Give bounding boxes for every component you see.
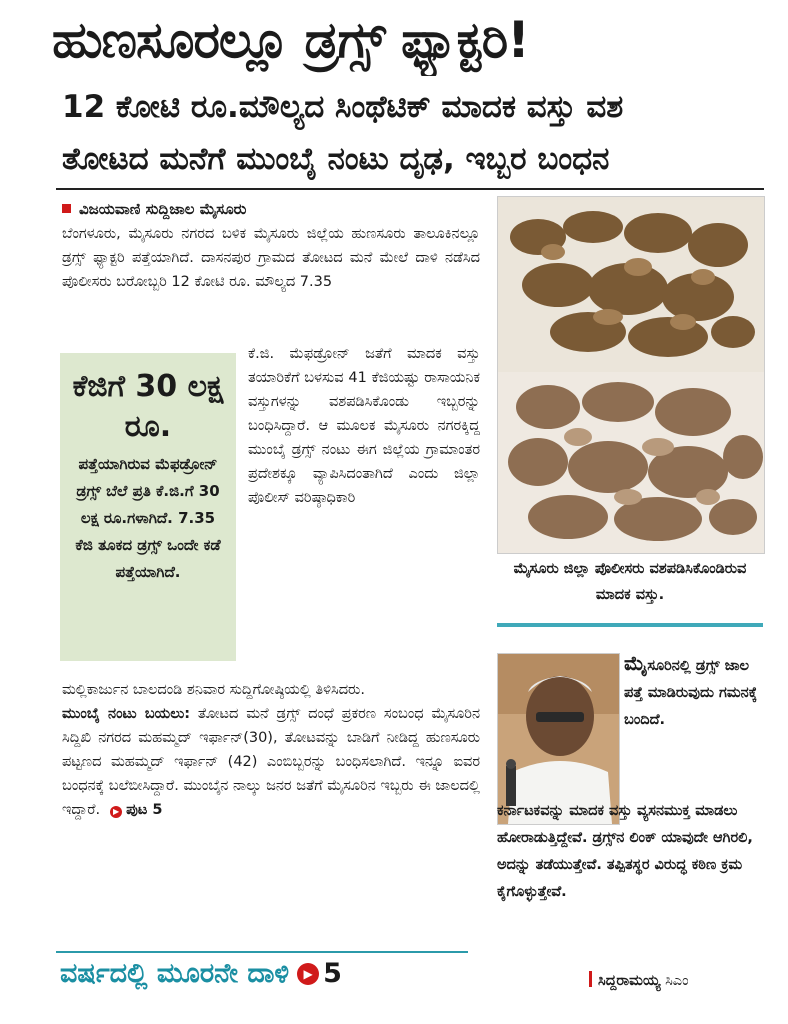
article-paragraph: ಮಲ್ಲಿಕಾರ್ಜುನ ಬಾಲದಂಡಿ ಶನಿವಾರ ಸುದ್ದಿಗೋಷ್ಠಿಯಲ್ಲಿ ತಿಳಿಸಿದರು. <box>62 682 365 698</box>
article-paragraph: ಬೆಂಗಳೂರು, ಮೈಸೂರು ನಗರದ ಬಳಿಕ ಮೈಸೂರು ಜಿಲ್ಲೆಯ ಹುಣಸೂರು ತಾಲೂಕಿನಲ್ಲೂ ಡ್ರಗ್ಸ್ ಫ್ಯಾಕ್ಟರಿ ಪತ್ತೆಯಾಗಿದೆ. ದಾಸನಪುರ ಗ್ರಾಮದ ತೋಟದ ಮನೆ ಮೇಲೆ ದಾಳಿ ನಡೆಸಿದ ಪೊಲೀಸರು ಬರೋಬ್ಬರಿ 12 ಕೋಟಿ ರೂ. ಮೌಲ್ಯದ 7.35 <box>62 226 480 290</box>
footer-teaser[interactable] <box>60 954 342 994</box>
drugs-photo <box>497 196 765 554</box>
drugs-photo-image <box>498 197 764 553</box>
attribution-title: ಸಿಎಂ <box>665 973 689 989</box>
highlight-small-text: ಪತ್ತೆಯಾಗಿರುವ ಮೆಫಡ್ರೋನ್ ಡ್ರಗ್ಸ್ ಬೆಲೆ ಪ್ರತಿ ಕೆ.ಜಿ.ಗೆ 30 ಲಕ್ಷ ರೂ.ಗಳಾಗಿದೆ. 7.35 ಕೆಜಿ ತೂಕದ ಡ್ರಗ್ಸ್ ಒಂದೇ ಕಡೆ ಪತ್ತೆಯಾಗಿದೆ. <box>75 455 221 581</box>
subsection-lead: ಮುಂಬೈ ನಂಟು ಬಯಲು: <box>62 706 190 722</box>
highlight-big-text: ಕೆಜಿಗೆ 30 ಲಕ್ಷ ರೂ. <box>72 369 224 444</box>
section-divider <box>497 623 763 627</box>
cm-quote-full: ಕರ್ನಾಟಕವನ್ನು ಮಾದಕ ವಸ್ತು ವ್ಯಸನಮುಕ್ತ ಮಾಡಲು ಹೋರಾಡುತ್ತಿದ್ದೇವೆ. ಡ್ರಗ್ಸ್‌ನ ಲಿಂಕ್ ಯಾವುದೇ ಆಗಿರಲಿ, ಅದನ್ನು ತಡೆಯುತ್ತೇವೆ. ತಪ್ಪಿತಸ್ಥರ ವಿರುದ್ಧ ಕಠಿಣ ಕ್ರಮ ಕೈಗೊಳ್ಳುತ್ತೇವೆ. <box>497 803 753 900</box>
quote-attribution <box>589 966 689 996</box>
article-paragraph <box>62 702 480 822</box>
attribution-marker-icon <box>589 971 592 987</box>
subheadline-2: ತೋಟದ ಮನೆಗೆ ಮುಂಬೈ ನಂಟು ದೃಢ, ಇಬ್ಬರ ಬಂಧನ <box>62 141 610 177</box>
byline <box>62 197 246 221</box>
footer-divider <box>56 951 468 953</box>
continued-ref[interactable] <box>110 802 162 818</box>
headline-divider <box>56 188 764 190</box>
quote-drop-word: ಮೈ <box>624 651 648 675</box>
byline-text: ವಿಜಯವಾಣಿ ಸುದ್ದಿಜಾಲ ಮೈಸೂರು <box>79 200 247 218</box>
subheadline-1: 12 ಕೋಟಿ ರೂ.ಮೌಲ್ಯದ ಸಿಂಥೆಟಿಕ್ ಮಾದಕ ವಸ್ತು ವಶ <box>62 89 624 125</box>
attribution-name: ಸಿದ್ದರಾಮಯ್ಯ <box>598 973 661 989</box>
subsection-text: ತೋಟದ ಮನೆ ಡ್ರಗ್ಸ್ ದಂಧೆ ಪ್ರಕರಣ ಸಂಬಂಧ ಮೈಸೂರಿನ ಸಿದ್ದಿಖಿ ನಗರದ ಮಹಮ್ಮದ್ ಇರ್ಫಾನ್(30), ತೋಟವನ್ನು ಬಾಡಿಗೆ ನೀಡಿದ್ದ ಹುಣಸೂರು ಪಟ್ಟಣದ ಮಹಮ್ಮದ್ ಇರ್ಫಾನ್ (42) ಎಂಬಿಬ್ಬರನ್ನು ಬಂಧಿಸಲಾಗಿದೆ. ಇನ್ನೂ ಐವರ ಬಂಧನಕ್ಕೆ ಬಲೆಬೀಸಿದ್ದಾರೆ. ಮುಂಬೈನ ನಾಲ್ಕು ಜನರ ಜತೆಗೆ ಮೈಸೂರಿನ ಇಬ್ಬರು ಈ ಜಾಲದಲ್ಲಿ ಇದ್ದಾರೆ. <box>62 706 480 818</box>
byline-marker-icon <box>62 204 71 213</box>
article-body-middle <box>248 342 480 678</box>
continued-label: ಪುಟ 5 <box>126 802 163 818</box>
arrow-right-icon: ▶ <box>110 806 122 818</box>
footer-page-number: 5 <box>323 958 342 989</box>
article-paragraph: ಕೆ.ಜಿ. ಮೆಫಡ್ರೋನ್ ಜತೆಗೆ ಮಾದಕ ವಸ್ತು ತಯಾರಿಕೆಗೆ ಬಳಸುವ 41 ಕೆಜಿಯಷ್ಟು ರಾಸಾಯನಿಕ ವಸ್ತುಗಳನ್ನು ವಶಪಡಿಸಿಕೊಂಡು ಇಬ್ಬರನ್ನು ಬಂಧಿಸಿದ್ದಾರೆ. ಆ ಮೂಲಕ ಮೈಸೂರು ನಗರಕ್ಕಿದ್ದ ಮುಂಬೈ ಡ್ರಗ್ಸ್ ನಂಟು ಈಗ ಜಿಲ್ಲೆಯ ಗ್ರಾಮಾಂತರ ಪ್ರದೇಶಕ್ಕೂ ವ್ಯಾಪಿಸಿದಂತಾಗಿದೆ ಎಂದು ಜಿಲ್ಲಾ ಪೊಲೀಸ್ ವರಿಷ್ಠಾಧಿಕಾರಿ <box>248 346 480 506</box>
footer-teaser-text: ವರ್ಷದಲ್ಲಿ ಮೂರನೇ ದಾಳಿ <box>60 958 290 989</box>
article-body-bottom <box>62 678 480 940</box>
photo-caption: ಮೈಸೂರು ಜಿಲ್ಲಾ ಪೊಲೀಸರು ವಶಪಡಿಸಿಕೊಂಡಿರುವ ಮಾದಕ ವಸ್ತು. <box>513 561 747 603</box>
cm-quote-side <box>624 650 766 734</box>
quote-side-text: ಸೂರಿನಲ್ಲಿ ಡ್ರಗ್ಸ್ ಜಾಲ ಪತ್ತೆ ಮಾಡಿರುವುದು ಗಮನಕ್ಕೆ ಬಂದಿದೆ. <box>624 658 758 728</box>
arrow-right-icon: ▶ <box>297 963 319 985</box>
article-body-top <box>62 222 480 348</box>
highlight-box <box>60 353 236 661</box>
headline: ಹುಣಸೂರಲ್ಲೂ ಡ್ರಗ್ಸ್ ಫ್ಯಾಕ್ಟರಿ! <box>52 11 529 69</box>
